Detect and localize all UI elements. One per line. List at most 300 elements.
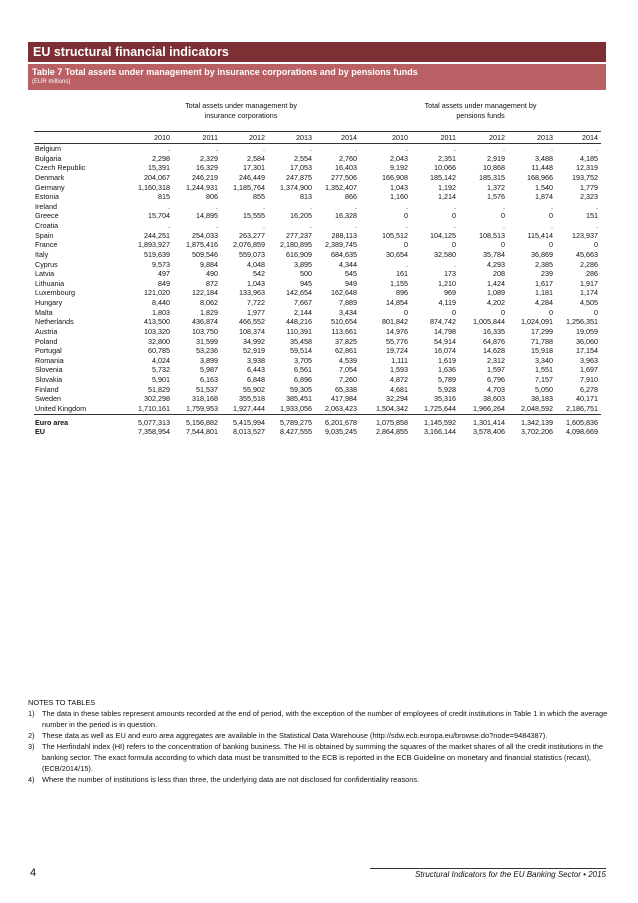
value-cell: 1,874: [535, 192, 553, 202]
country-row: [34, 356, 601, 366]
value-cell: 2,323: [580, 192, 598, 202]
value-cell: 14,895: [196, 211, 218, 221]
value-cell: 1,829: [200, 307, 218, 317]
footer-text: Structural Indicators for the EU Banking Sector • 2015: [415, 870, 606, 879]
page-number: 4: [30, 867, 37, 879]
value-cell: 51,829: [148, 384, 170, 394]
group-header-insurance-text: Total assets under management by insurance corporations: [185, 101, 297, 120]
value-cell: 1,636: [438, 365, 456, 375]
value-cell: 60,785: [148, 346, 170, 356]
value-cell: 7,722: [247, 298, 265, 307]
value-cell: 17,053: [290, 163, 312, 173]
value-cell: 38,603: [483, 394, 505, 404]
value-cell: 1,933,056: [265, 404, 312, 414]
value-cell: 813: [300, 192, 312, 202]
note-text: Where the number of institutions is less than three, the underlying data are not disclosed for confidentiality reasons.: [42, 775, 420, 784]
value-cell: 277,506: [331, 172, 357, 182]
value-cell: .: [310, 221, 312, 230]
value-cell: 104,125: [430, 230, 456, 240]
year-header: 2013: [505, 132, 553, 144]
value-cell: 1,075,858: [376, 417, 408, 427]
value-cell: 52,919: [243, 346, 265, 356]
country-row: [34, 144, 601, 154]
value-cell: 866: [345, 192, 357, 202]
value-cell: 19,059: [576, 326, 598, 336]
value-cell: 6,848: [247, 375, 265, 384]
value-cell: 1,192: [438, 182, 456, 192]
value-cell: 2,286: [580, 259, 598, 269]
value-cell: 286: [586, 269, 598, 279]
value-cell: .: [168, 201, 170, 211]
value-cell: 15,704: [148, 211, 170, 221]
value-cell: 45,663: [576, 249, 598, 259]
value-cell: 6,201,678: [325, 417, 357, 427]
year-header: 2013: [265, 132, 312, 144]
country-name: Euro area: [35, 417, 69, 427]
value-cell: 2,144: [294, 307, 312, 317]
value-cell: .: [454, 221, 456, 230]
country-row: [34, 279, 601, 289]
value-cell: 34,992: [243, 336, 265, 346]
value-cell: .: [355, 221, 357, 230]
country-row: [34, 231, 601, 241]
country-name: Netherlands: [35, 317, 74, 327]
note-number: 1): [28, 709, 35, 718]
value-cell: 3,340: [535, 355, 553, 365]
value-cell: 1,256,351: [566, 317, 598, 327]
aggregate-row: [34, 427, 601, 437]
value-cell: 71,788: [531, 336, 553, 346]
value-cell: 7,667: [294, 298, 312, 307]
value-cell: 1,710,161: [122, 404, 170, 414]
country-row: [34, 385, 601, 395]
footer-rule: [370, 868, 606, 869]
value-cell: 1,342,139: [521, 417, 553, 427]
notes-list: [28, 708, 608, 785]
year-header: 2010: [360, 132, 408, 144]
value-cell: .: [406, 221, 408, 230]
value-cell: .: [216, 144, 218, 153]
value-cell: 2,351: [438, 153, 456, 163]
value-cell: 15,391: [148, 163, 170, 173]
value-cell: 3,578,406: [473, 427, 505, 437]
value-cell: 2,760: [339, 153, 357, 163]
value-cell: 3,166,144: [424, 427, 456, 437]
value-cell: 2,186,751: [553, 404, 601, 414]
notes-heading: NOTES TO TABLES: [28, 698, 96, 707]
value-cell: 5,077,313: [138, 417, 170, 427]
value-cell: 5,789: [438, 375, 456, 384]
country-row: [34, 365, 601, 375]
value-cell: 7,889: [339, 298, 357, 307]
value-cell: 193,752: [572, 172, 598, 182]
country-row: [34, 317, 601, 327]
value-cell: 185,142: [430, 172, 456, 182]
country-name: Latvia: [35, 269, 55, 279]
value-cell: 355,518: [239, 394, 265, 404]
value-cell: 9,192: [390, 163, 408, 173]
value-cell: 945: [300, 278, 312, 288]
value-cell: 5,415,994: [233, 417, 265, 427]
value-cell: 0: [501, 211, 505, 221]
value-cell: 105,512: [382, 230, 408, 240]
table-units: (EUR millions): [32, 79, 71, 85]
value-cell: 4,119: [438, 298, 456, 307]
value-cell: 9,035,245: [325, 427, 357, 437]
value-cell: 17,154: [576, 346, 598, 356]
value-cell: 4,703: [487, 384, 505, 394]
value-cell: .: [551, 221, 553, 230]
value-cell: 4,293: [487, 259, 505, 269]
value-cell: 204,067: [144, 172, 170, 182]
value-cell: 413,500: [144, 317, 170, 327]
value-cell: 5,987: [200, 365, 218, 375]
value-cell: 7,157: [535, 375, 553, 384]
value-cell: .: [596, 144, 598, 153]
year-header: 2011: [408, 132, 456, 144]
value-cell: 185,315: [479, 172, 505, 182]
value-cell: 2,312: [487, 355, 505, 365]
country-name: Slovakia: [35, 375, 63, 384]
country-row: [34, 260, 601, 270]
value-cell: 1,875,416: [186, 240, 218, 250]
value-cell: 1,181: [535, 288, 553, 298]
value-cell: 6,163: [200, 375, 218, 384]
value-cell: 1,619: [438, 355, 456, 365]
note-text: The Herfindahl index (HI) refers to the concentration of banking business. The HI is obtained by summing the squares of the market shares of all the credit institutions in the banking sector. The exact formula according to which data must be transmitted to the ECB is reported in the ECB Guideline on monetary and financial statistics (recast), (ECB/2014/15).: [42, 742, 604, 773]
value-cell: 254,033: [192, 230, 218, 240]
value-cell: 2,554: [294, 153, 312, 163]
country-name: Croatia: [35, 221, 59, 230]
value-cell: 7,260: [339, 375, 357, 384]
value-cell: 1,593: [390, 365, 408, 375]
value-cell: 2,385: [535, 259, 553, 269]
value-cell: 806: [206, 192, 218, 202]
value-cell: 1,927,444: [218, 404, 265, 414]
value-cell: .: [454, 201, 456, 211]
value-cell: 2,864,855: [376, 427, 408, 437]
value-cell: 31,599: [196, 336, 218, 346]
country-name: Cyprus: [35, 259, 58, 269]
value-cell: .: [168, 221, 170, 230]
value-cell: 1,540: [535, 182, 553, 192]
value-cell: 1,352,407: [325, 182, 357, 192]
country-name: Luxembourg: [35, 288, 75, 298]
country-name: Denmark: [35, 172, 65, 182]
value-cell: .: [596, 201, 598, 211]
note-number: 3): [28, 742, 35, 751]
country-name: Romania: [35, 355, 64, 365]
value-cell: 0: [594, 307, 598, 317]
country-name: Poland: [35, 336, 58, 346]
value-cell: 12,319: [576, 163, 598, 173]
value-cell: .: [310, 201, 312, 211]
value-cell: 1,210: [438, 278, 456, 288]
country-row: [34, 163, 601, 173]
value-cell: 239: [541, 269, 553, 279]
value-cell: 4,872: [390, 375, 408, 384]
value-cell: 1,155: [390, 278, 408, 288]
value-cell: .: [503, 201, 505, 211]
value-cell: 542: [253, 269, 265, 279]
value-cell: 1,374,900: [280, 182, 312, 192]
value-cell: 40,171: [576, 394, 598, 404]
country-name: Finland: [35, 384, 59, 394]
value-cell: .: [596, 221, 598, 230]
note-item: [28, 730, 608, 741]
value-cell: 4,202: [487, 298, 505, 307]
table-body: [34, 144, 601, 437]
note-text: The data in these tables represent amounts recorded at the end of period, with the exception of the number of employees of credit institutions in Table 1 in which the average number in the period is in question.: [42, 709, 608, 729]
value-cell: 16,335: [483, 326, 505, 336]
value-cell: 1,803: [152, 307, 170, 317]
value-cell: 1,605,836: [566, 417, 598, 427]
value-cell: 0: [594, 240, 598, 250]
value-cell: 4,505: [580, 298, 598, 307]
value-cell: 874,742: [430, 317, 456, 327]
value-cell: 55,902: [243, 384, 265, 394]
country-row: [34, 375, 601, 385]
country-name: France: [35, 240, 58, 250]
value-cell: 2,329: [200, 153, 218, 163]
section-title: EU structural financial indicators: [33, 45, 229, 59]
value-cell: 545: [345, 269, 357, 279]
value-cell: 6,561: [294, 365, 312, 375]
value-cell: 168,966: [527, 172, 553, 182]
country-row: [34, 183, 601, 193]
value-cell: 110,391: [286, 326, 312, 336]
value-cell: 2,063,423: [312, 404, 360, 414]
value-cell: 3,938: [247, 355, 265, 365]
value-cell: 2,043: [390, 153, 408, 163]
value-cell: 59,514: [290, 346, 312, 356]
value-cell: 103,320: [144, 326, 170, 336]
value-cell: .: [551, 144, 553, 153]
value-cell: 949: [345, 278, 357, 288]
value-cell: 969: [444, 288, 456, 298]
country-name: Ireland: [35, 201, 57, 211]
value-cell: 318,168: [192, 394, 218, 404]
value-cell: 1,917: [580, 278, 598, 288]
table-title-band: [28, 64, 606, 90]
value-cell: 54,914: [434, 336, 456, 346]
value-cell: 1,005,844: [473, 317, 505, 327]
year-header: 2011: [170, 132, 218, 144]
value-cell: 15,918: [531, 346, 553, 356]
value-cell: 872: [206, 278, 218, 288]
value-cell: 6,796: [487, 375, 505, 384]
value-cell: 1,043: [390, 182, 408, 192]
value-cell: 5,156,882: [186, 417, 218, 427]
country-name: Estonia: [35, 192, 59, 202]
value-cell: 7,358,954: [138, 427, 170, 437]
value-cell: 37,825: [335, 336, 357, 346]
value-cell: 115,414: [527, 230, 553, 240]
country-name: Malta: [35, 307, 53, 317]
value-cell: 7,910: [580, 375, 598, 384]
country-name: United Kingdom: [34, 404, 122, 414]
value-cell: 3,963: [580, 355, 598, 365]
value-cell: 151: [586, 211, 598, 221]
country-row: [34, 404, 601, 414]
value-cell: 35,316: [434, 394, 456, 404]
country-name: EU: [35, 427, 45, 437]
aggregate-row: [34, 418, 601, 428]
value-cell: 2,076,859: [233, 240, 265, 250]
value-cell: 7,054: [339, 365, 357, 375]
value-cell: 16,328: [335, 211, 357, 221]
value-cell: .: [503, 144, 505, 153]
country-row: [34, 298, 601, 308]
value-cell: 1,597: [487, 365, 505, 375]
value-cell: 1,424: [487, 278, 505, 288]
value-cell: 4,098,669: [566, 427, 598, 437]
value-cell: 1,725,644: [408, 404, 456, 414]
note-item: [28, 741, 608, 774]
value-cell: 1,504,342: [360, 404, 408, 414]
value-cell: 3,488: [535, 153, 553, 163]
note-number: 4): [28, 775, 35, 784]
value-cell: 1,759,953: [170, 404, 218, 414]
value-cell: 0: [452, 240, 456, 250]
group-header-pensions: [360, 98, 601, 132]
value-cell: 1,977: [247, 307, 265, 317]
value-cell: 288,113: [331, 230, 357, 240]
value-cell: 35,784: [483, 249, 505, 259]
value-cell: 16,403: [335, 163, 357, 173]
value-cell: 10,868: [483, 163, 505, 173]
value-cell: 510,654: [331, 317, 357, 327]
value-cell: 500: [300, 269, 312, 279]
notes-section: [28, 697, 608, 785]
value-cell: 263,277: [239, 230, 265, 240]
value-cell: 3,705: [294, 355, 312, 365]
value-cell: 616,909: [286, 249, 312, 259]
value-cell: 277,237: [286, 230, 312, 240]
value-cell: 7,544,801: [186, 427, 218, 437]
value-cell: .: [355, 144, 357, 153]
value-cell: 122,184: [192, 288, 218, 298]
value-cell: 64,876: [483, 336, 505, 346]
value-cell: 32,580: [434, 249, 456, 259]
value-cell: 36,869: [531, 249, 553, 259]
value-cell: 4,284: [535, 298, 553, 307]
country-row: [34, 202, 601, 212]
value-cell: 6,443: [247, 365, 265, 375]
value-cell: 497: [158, 269, 170, 279]
value-cell: 4,344: [339, 259, 357, 269]
value-cell: 0: [404, 307, 408, 317]
value-cell: 1,697: [580, 365, 598, 375]
value-cell: .: [263, 221, 265, 230]
country-row: [34, 211, 601, 221]
value-cell: 1,160: [390, 192, 408, 202]
value-cell: 1,024,091: [521, 317, 553, 327]
note-item: [28, 774, 608, 785]
value-cell: 8,427,555: [280, 427, 312, 437]
value-cell: 113,661: [331, 326, 357, 336]
value-cell: 9,573: [152, 259, 170, 269]
value-cell: .: [355, 201, 357, 211]
value-cell: 0: [501, 307, 505, 317]
country-row: [34, 192, 601, 202]
country-row: [34, 154, 601, 164]
value-cell: 14,628: [483, 346, 505, 356]
value-cell: 519,639: [144, 249, 170, 259]
value-cell: 4,185: [580, 153, 598, 163]
country-row: [34, 250, 601, 260]
value-cell: 166,908: [382, 172, 408, 182]
value-cell: 1,372: [487, 182, 505, 192]
value-cell: 32,800: [148, 336, 170, 346]
year-header: 2014: [312, 132, 360, 144]
country-row: [34, 173, 601, 183]
value-cell: 247,875: [286, 172, 312, 182]
value-cell: 244,251: [144, 230, 170, 240]
value-cell: 10,066: [434, 163, 456, 173]
value-cell: 3,899: [200, 355, 218, 365]
value-cell: 59,305: [290, 384, 312, 394]
value-cell: 5,732: [152, 365, 170, 375]
value-cell: 896: [396, 288, 408, 298]
value-cell: 1,043: [247, 278, 265, 288]
value-cell: .: [168, 144, 170, 153]
value-cell: 385,451: [286, 394, 312, 404]
value-cell: 32,294: [386, 394, 408, 404]
value-cell: .: [406, 144, 408, 153]
value-cell: 14,798: [434, 326, 456, 336]
value-cell: 8,062: [200, 298, 218, 307]
value-cell: 1,576: [487, 192, 505, 202]
value-cell: 142,654: [286, 288, 312, 298]
value-cell: 16,205: [290, 211, 312, 221]
value-cell: 3,702,206: [521, 427, 553, 437]
value-cell: 15,555: [243, 211, 265, 221]
value-cell: 1,089: [487, 288, 505, 298]
year-header: 2010: [122, 132, 170, 144]
country-name: Germany: [35, 182, 65, 192]
value-cell: 1,111: [391, 355, 408, 365]
value-cell: 9,884: [200, 259, 218, 269]
value-cell: 0: [404, 211, 408, 221]
country-row: [34, 269, 601, 279]
value-cell: 5,901: [152, 375, 170, 384]
value-cell: 6,896: [294, 375, 312, 384]
country-name: Portugal: [35, 346, 62, 356]
value-cell: 1,214: [438, 192, 456, 202]
value-cell: 8,440: [152, 298, 170, 307]
value-cell: 30,654: [386, 249, 408, 259]
note-number: 2): [28, 731, 35, 740]
country-name: Greece: [35, 211, 59, 221]
value-cell: .: [216, 221, 218, 230]
value-cell: 246,219: [192, 172, 218, 182]
value-cell: 121,020: [144, 288, 170, 298]
value-cell: 4,048: [247, 259, 265, 269]
value-cell: 1,617: [535, 278, 553, 288]
value-cell: 6,278: [580, 384, 598, 394]
value-cell: 65,338: [335, 384, 357, 394]
value-cell: 2,048,592: [505, 404, 553, 414]
value-cell: 5,789,275: [280, 417, 312, 427]
value-cell: 417,984: [331, 394, 357, 404]
value-cell: .: [263, 144, 265, 153]
country-row: [34, 288, 601, 298]
value-cell: 559,073: [239, 249, 265, 259]
value-cell: 8,013,527: [233, 427, 265, 437]
value-cell: 1,145,592: [424, 417, 456, 427]
country-name: Sweden: [35, 394, 61, 404]
